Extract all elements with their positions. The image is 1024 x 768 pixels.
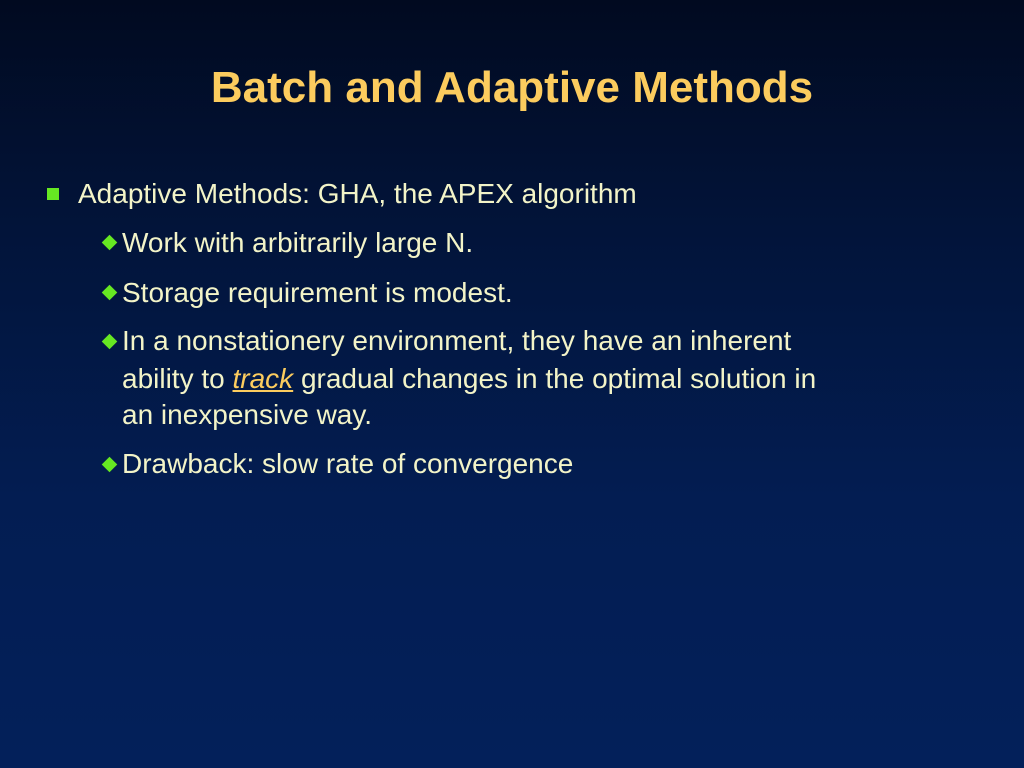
sub-bullet-text-line3: an inexpensive way.	[122, 399, 373, 430]
sub-bullet-text: Storage requirement is modest.	[122, 277, 513, 308]
sub-bullet-text-segment: ability to	[122, 363, 233, 394]
sub-bullet-text: Drawback: slow rate of convergence	[122, 448, 574, 479]
sub-bullet-text-segment: gradual changes in the optimal solution in	[293, 363, 817, 394]
main-bullet-text: Adaptive Methods: GHA, the APEX algorithm	[78, 178, 637, 209]
slide-title: Batch and Adaptive Methods	[210, 63, 814, 112]
sub-bullet-text: Work with arbitrarily large N.	[122, 227, 474, 258]
track-emphasis: track	[232, 363, 294, 394]
sub-bullet-text: In a nonstationery environment, they have an inherent	[122, 325, 792, 356]
diamond-bullet-icon	[102, 285, 118, 301]
diamond-bullet-icon	[102, 235, 118, 251]
square-bullet-icon	[47, 188, 59, 200]
diamond-bullet-icon	[102, 334, 118, 350]
sub-bullet-text-line2	[122, 361, 816, 397]
diamond-bullet-icon	[102, 457, 118, 473]
